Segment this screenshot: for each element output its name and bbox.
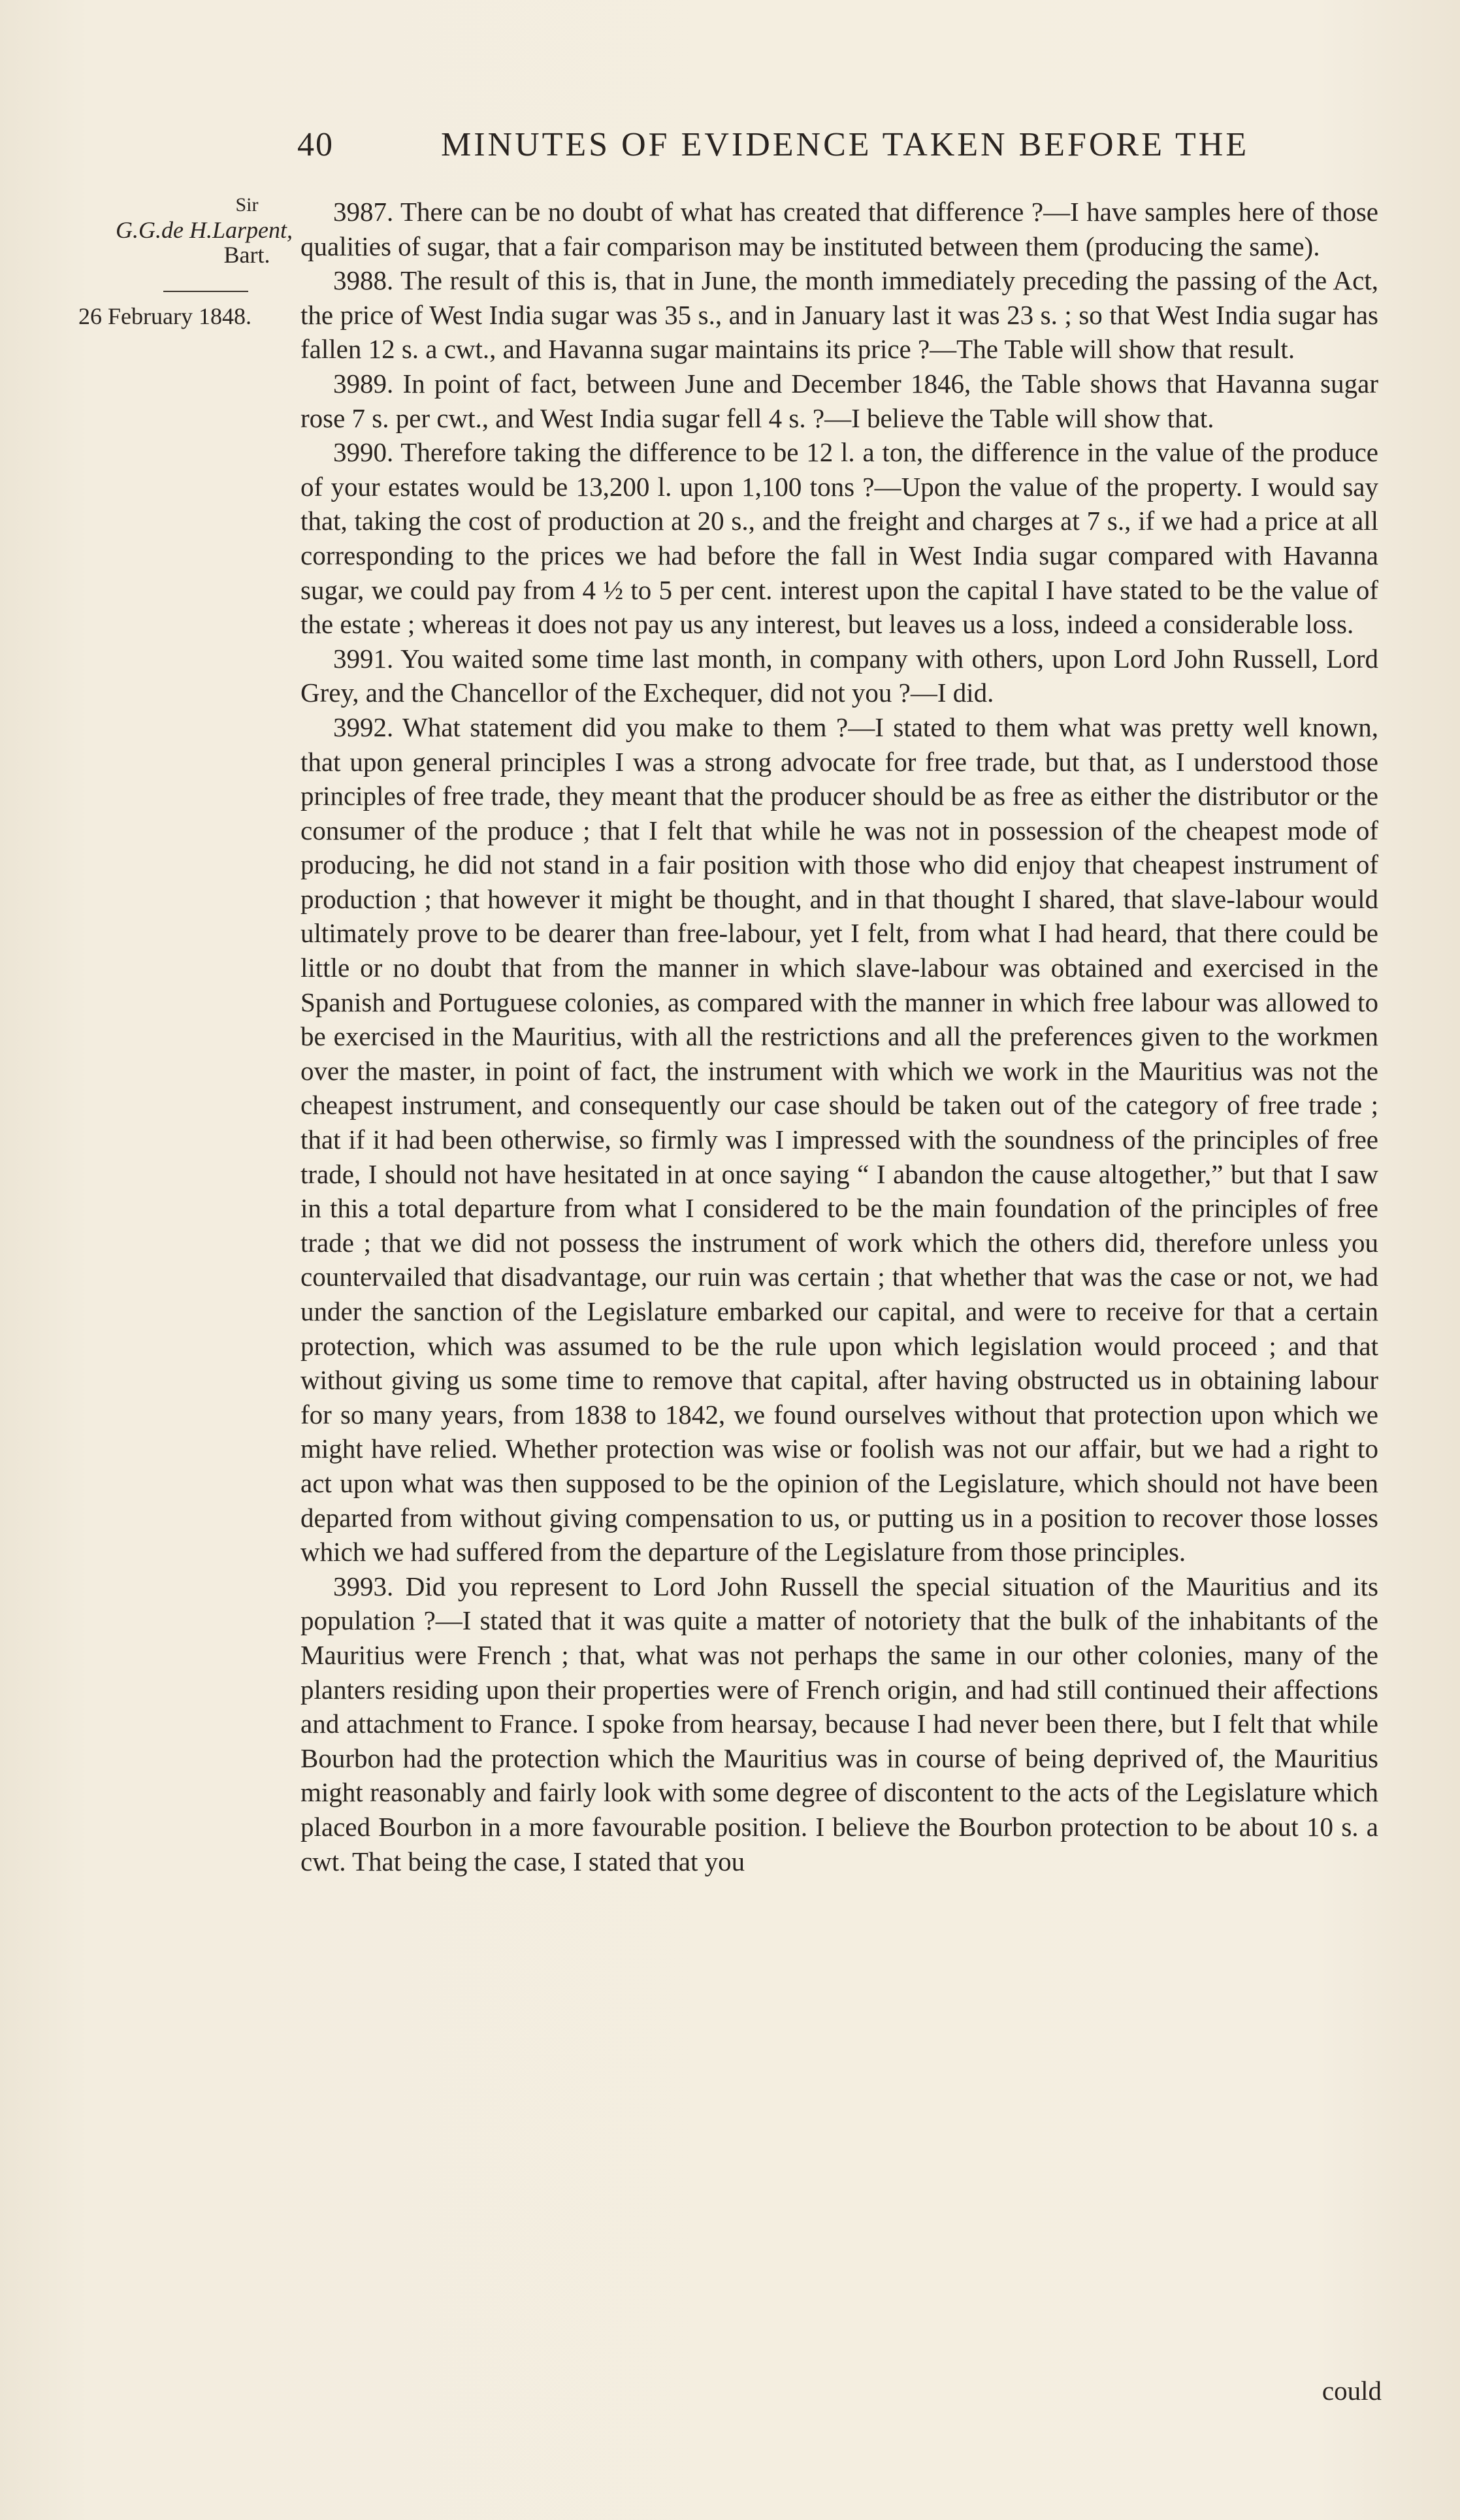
margin-divider [163, 291, 248, 292]
paragraph-3993: 3993. Did you represent to Lord John Russell the special situation of the Mauritius and its population ?—I stated that it was quite a matter of notoriety that the bulk of the inhabitants of the Mauritius were French ; that, what was not perhaps the same in our other colonies, many of the planters residing upon their properties were of French origin, and had still continued their affections and attachment to France. I spoke from hearsay, because I had never been there, but I felt that while Bourbon had the protection which the Mauritius was in course of being deprived of, the Mauritius might reasonably and fairly look with some degree of discontent to the acts of the Legislature which placed Bourbon in a more favourable position. I believe the Bourbon protection to be about 10 s. a cwt. That being the case, I stated that you [300, 1571, 1378, 1876]
running-title: MINUTES OF EVIDENCE TAKEN BEFORE THE [441, 126, 1250, 163]
paragraph-3988: 3988. The result of this is, that in June, the month immediately preceding the passing of the Act, the price of West India sugar was 35 s., and in January last it was 23 s. ; so that West India sugar has fallen 12 s. a cwt., and Havanna sugar maintains its price ?—The Table will show that result. [300, 265, 1378, 365]
witness-name: G.G.de H.Larpent, [116, 217, 293, 243]
paragraph-3992: 3992. What statement did you make to them ?—I stated to them what was pretty well known, that upon general principles I was a strong advocate for free trade, but that, as I understood those principles of free trade, they meant that the producer should be as free as either the distributor or the consumer of the produce ; that I felt that while he was not in possession of the cheapest mode of producing, he did not stand in a fair position with those who did enjoy that cheapest instrument of production ; that however it might be thought, and in that thought I shared, that slave-labour would ultimately prove to be dearer than free-labour, yet I felt, from what I had heard, that there could be little or no doubt that from the manner in which slave-labour was obtained and exercised in the Spanish and Portuguese colonies, as compared with the manner in which free labour was allowed to be exercised in the Mauritius, with all the restrictions and all the preferences given to the workmen over the master, in point of fact, the instrument with which we work in the Mauritius was not the cheapest instrument, and consequently our case should be taken out of the category of free trade ; that if it had been otherwise, so firmly was I impressed with the soundness of the principles of free trade, I should not have hesitated in at once saying “ I abandon the cause altogether,” but that I saw in this a total departure from what I considered to be the main foundation of the principles of free trade ; that we did not possess the instrument of work which the others did, therefore unless you countervailed that disadvantage, our ruin was certain ; that whether that was the case or not, we had under the sanction of the Legislature embarked our capital, and were to receive for that a certain protection, which was assumed to be the rule upon which legislation would proceed ; and that without giving us some time to remove that capital, after having obstructed us in obtaining labour for so many years, from 1838 to 1842, we found ourselves without that protection upon which we might have relied. Whether protection was wise or foolish was not our affair, but we had a right to act upon what was then supposed to be the opinion of the Legislature, which should not have been departed from without giving compensation to us, or putting us in a position to recover those losses which we had suffered from the departure of the Legislature from those principles. [300, 712, 1378, 1567]
evidence-text [300, 195, 1378, 1878]
paragraph-3989: 3989. In point of fact, between June and December 1846, the Table shows that Havanna sugar rose 7 s. per cwt., and West India sugar fell 4 s. ?—I believe the Table will show that. [300, 368, 1378, 433]
catchword: could [1322, 2376, 1382, 2406]
margin-witness-name [77, 193, 293, 267]
page-number: 40 [297, 126, 334, 163]
paragraph-3990: 3990. Therefore taking the difference to be 12 l. a ton, the difference in the value of the produce of your estates would be 13,200 l. upon 1,100 tons ?—Upon the value of the property. I would say that, taking the cost of production at 20 s., and the freight and charges at 7 s., if we had a price at all corresponding to the prices we had before the fall in West India sugar compared with Havanna sugar, we could pay from 4 ½ to 5 per cent. interest upon the capital I have stated to be the value of the estate ; whereas it does not pay us any interest, but leaves us a loss, indeed a considerable loss. [300, 437, 1378, 640]
paragraph-3987: 3987. There can be no doubt of what has created that difference ?—I have samples here of those qualities of sugar, that a fair comparison may be instituted between them (producing the same). [300, 197, 1378, 261]
paragraph-3991: 3991. You waited some time last month, in company with others, upon Lord John Russell, Lord Grey, and the Chancellor of the Exchequer, did not you ?—I did. [300, 643, 1378, 708]
margin-date: 26 February 1848. [78, 303, 251, 329]
witness-title: Sir [235, 194, 259, 216]
witness-rank: Bart. [223, 242, 270, 268]
running-header [297, 125, 1251, 164]
